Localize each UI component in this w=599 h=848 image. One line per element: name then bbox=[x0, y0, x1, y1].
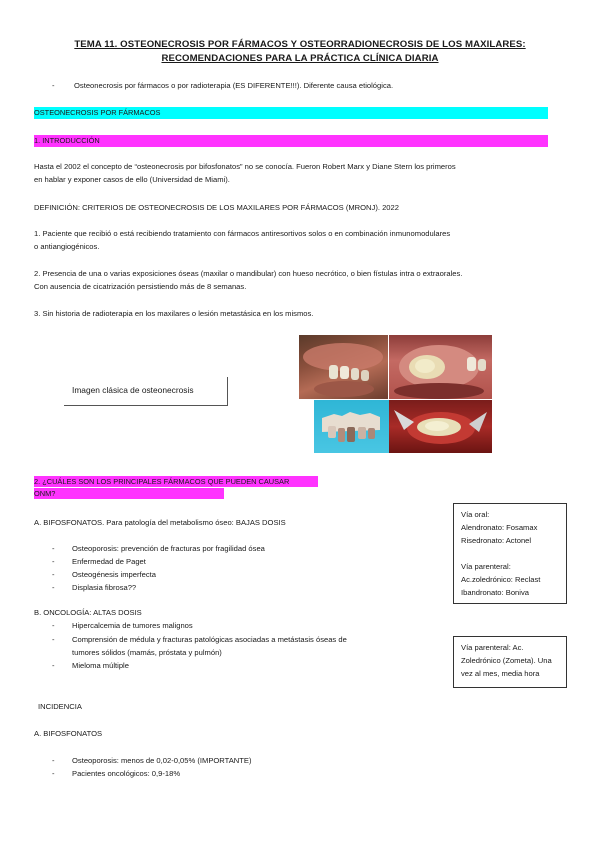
clinical-photo-3 bbox=[314, 400, 389, 453]
criterion-1-line-2: o antiangiogénicos. bbox=[34, 242, 100, 251]
definition-heading: DEFINICIÓN: CRITERIOS DE OSTEONECROSIS DE LOS MAXILARES POR FÁRMACOS (MRONJ). 2022 bbox=[34, 203, 399, 212]
box1-line-6: Ibandronato: Boniva bbox=[461, 588, 529, 597]
section-bar-osteonecrosis bbox=[34, 107, 548, 119]
onco-item-2-line-1: Comprensión de médula y fracturas patológicas asociadas a metástasis óseas de bbox=[72, 635, 347, 644]
bullet-dash: - bbox=[52, 557, 55, 566]
route-info-box-oncologia bbox=[453, 636, 567, 688]
section-bar-farmacos-line-2 bbox=[34, 488, 224, 499]
bullet-dash: - bbox=[52, 661, 55, 670]
page-title-line-1: TEMA 11. OSTEONECROSIS POR FÁRMACOS Y OSTEORRADIONECROSIS DE LOS MAXILARES: bbox=[74, 39, 526, 50]
box2-line-1: Vía parenteral: Ac. bbox=[461, 643, 524, 652]
box1-line-2: Alendronato: Fosamax bbox=[461, 523, 538, 532]
bifos-item-2: Enfermedad de Paget bbox=[72, 557, 146, 566]
image-caption: Imagen clásica de osteonecrosis bbox=[72, 385, 194, 395]
section-heading-farmacos-line-1: 2. ¿CUÁLES SON LOS PRINCIPALES FÁRMACOS QUE PUEDEN CAUSAR bbox=[34, 477, 290, 486]
box1-line-4: Vía parenteral: bbox=[461, 562, 511, 571]
clinical-photo-4 bbox=[389, 400, 492, 453]
bullet-dash: - bbox=[52, 544, 55, 553]
bullet-dash: - bbox=[52, 769, 55, 778]
onco-item-2-line-2: tumores sólidos (mamás, próstata y pulmón) bbox=[72, 648, 222, 657]
bifos-item-1: Osteoporosis: prevención de fracturas por fragilidad ósea bbox=[72, 544, 265, 553]
bullet-dash: - bbox=[52, 583, 55, 592]
clinical-photo-2 bbox=[389, 335, 492, 399]
box1-line-5: Ac.zoledrónico: Reclast bbox=[461, 575, 541, 584]
intro-paragraph-line-1: Hasta el 2002 el concepto de “osteonecrosis por bifosfonatos” no se conocía. Fueron Robert Marx y Diane Stern los primeros bbox=[34, 162, 456, 171]
incidencia-bifosfonatos-heading: A. BIFOSFONATOS bbox=[34, 729, 103, 738]
bullet-dash: - bbox=[52, 81, 55, 90]
incidencia-item-2: Pacientes oncológicos: 0,9-18% bbox=[72, 769, 181, 778]
section-heading-farmacos-line-2: ONM? bbox=[34, 489, 56, 498]
bullet-dash: - bbox=[52, 570, 55, 579]
criterion-3: 3. Sin historia de radioterapia en los maxilares o lesión metastásica en los mismos. bbox=[34, 309, 314, 318]
onco-item-3: Mieloma múltiple bbox=[72, 661, 129, 670]
section-bar-introduccion bbox=[34, 135, 548, 147]
bifos-item-4: Displasia fibrosa?? bbox=[72, 583, 137, 592]
oncologia-heading: B. ONCOLOGÍA: ALTAS DOSIS bbox=[34, 608, 142, 617]
criterion-2-line-2: Con ausencia de cicatrización persistiendo más de 8 semanas. bbox=[34, 282, 247, 291]
bullet-dash: - bbox=[52, 621, 55, 630]
box2-line-3: vez al mes, media hora bbox=[461, 669, 540, 678]
page-title-line-2: RECOMENDACIONES PARA LA PRÁCTICA CLÍNICA DIARIA bbox=[161, 53, 439, 64]
incidencia-item-1: Osteoporosis: menos de 0,02-0,05% (IMPORTANTE) bbox=[72, 756, 252, 765]
route-info-box-bifosfonatos bbox=[453, 503, 567, 604]
clinical-photo-1 bbox=[299, 335, 388, 399]
criterion-1-line-1: 1. Paciente que recibió o está recibiendo tratamiento con fármacos antiresortivos solos o en combinación inmunomodulares bbox=[34, 229, 451, 238]
onco-item-1: Hipercalcemia de tumores malignos bbox=[72, 621, 193, 630]
box2-line-2: Zoledrónico (Zometa). Una bbox=[461, 656, 552, 665]
section-heading-introduccion: 1. INTRODUCCIÓN bbox=[34, 136, 100, 145]
intro-bullet-text: Osteonecrosis por fármacos o por radioterapia (ES DIFERENTE!!!). Diferente causa etiológica. bbox=[74, 81, 394, 90]
box1-line-3: Risedronato: Actonel bbox=[461, 536, 532, 545]
intro-paragraph-line-2: en hablar y exponer casos de ello (Universidad de Miami). bbox=[34, 175, 230, 184]
image-caption-box bbox=[64, 377, 228, 406]
criterion-2-line-1: 2. Presencia de una o varias exposiciones óseas (maxilar o mandibular) con hueso necrótico, o bien fístulas intra o extraorales. bbox=[34, 269, 463, 278]
bullet-dash: - bbox=[52, 756, 55, 765]
bifosfonatos-heading: A. BIFOSFONATOS. Para patología del metabolismo óseo: BAJAS DOSIS bbox=[34, 518, 286, 527]
box1-line-1: Vía oral: bbox=[461, 510, 490, 519]
bifos-item-3: Osteogénesis imperfecta bbox=[72, 570, 156, 579]
section-heading-osteonecrosis: OSTEONECROSIS POR FÁRMACOS bbox=[34, 108, 161, 117]
bullet-dash: - bbox=[52, 635, 55, 644]
section-bar-farmacos-line-1 bbox=[34, 476, 318, 487]
incidencia-heading: INCIDENCIA bbox=[38, 702, 82, 711]
